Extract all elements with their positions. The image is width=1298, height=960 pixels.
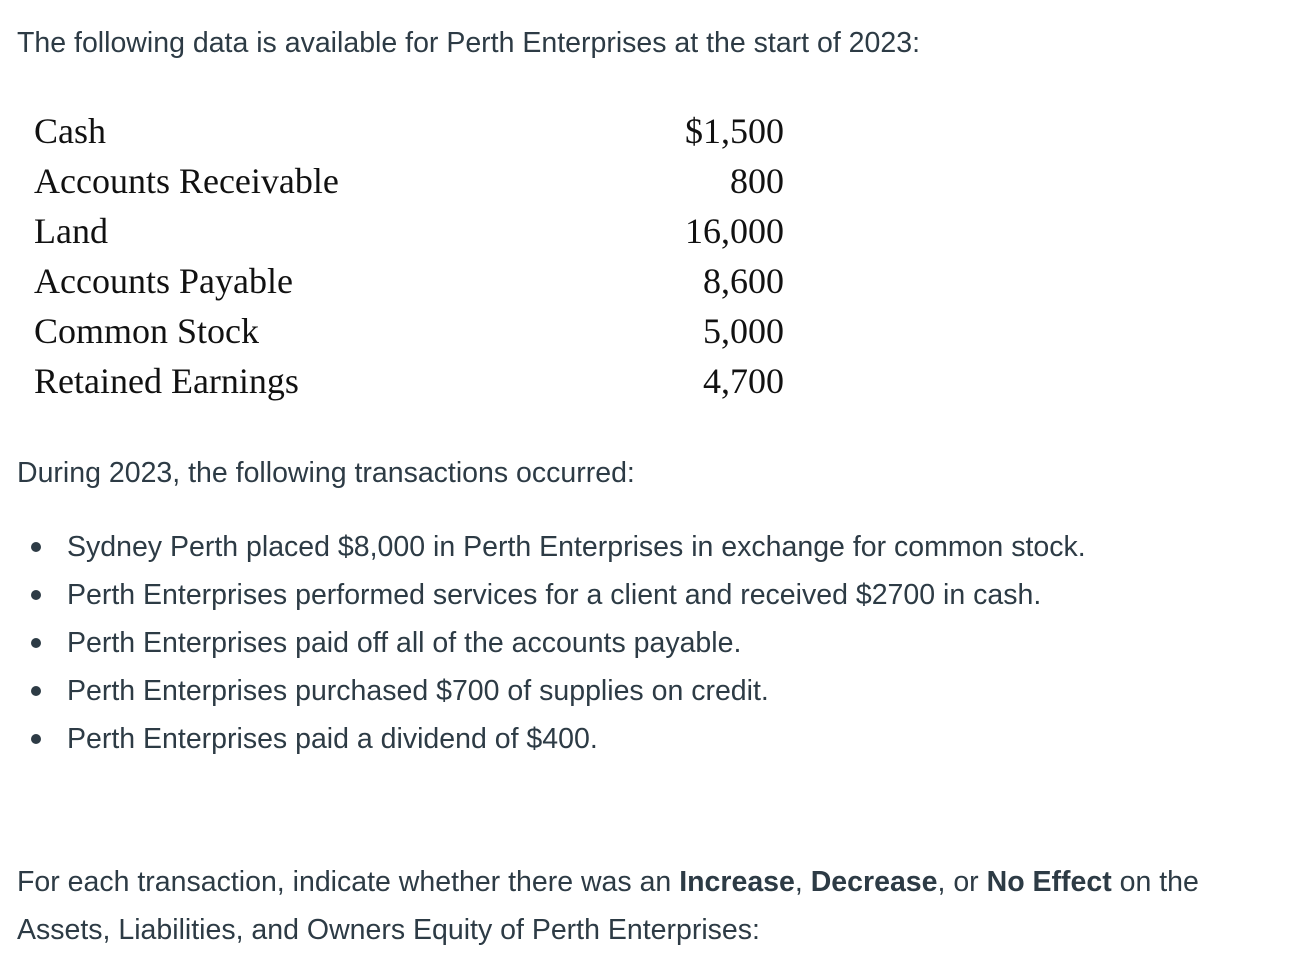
list-item: [0, 715, 1086, 763]
list-item: [0, 619, 1086, 667]
balance-row-cash: [34, 106, 794, 156]
instruction-separator-2: , or: [937, 866, 987, 898]
increase-term: Increase: [679, 866, 795, 898]
bullet-icon: [31, 542, 41, 552]
balance-row-land: [34, 206, 794, 256]
balance-row-common-stock: [34, 306, 794, 356]
bullet-icon: [31, 590, 41, 600]
balance-value: $1,500: [685, 111, 784, 151]
intro-text: The following data is available for Perth Enterprises at the start of 2023:: [17, 27, 920, 59]
balance-value: 16,000: [685, 211, 784, 251]
balance-value: 800: [730, 161, 784, 201]
balance-label: Accounts Receivable: [34, 161, 339, 201]
list-item: [0, 667, 1086, 715]
balance-row-accounts-receivable: [34, 156, 794, 206]
transaction-text: Perth Enterprises performed services for a client and received $2700 in cash.: [67, 579, 1042, 611]
instruction-part-1: For each transaction, indicate whether there was an: [17, 866, 680, 898]
instruction-text: [17, 858, 1287, 954]
transactions-list: [0, 523, 1086, 763]
bullet-icon: [31, 686, 41, 696]
balance-value: 8,600: [703, 261, 784, 301]
list-item: [0, 571, 1086, 619]
opening-balances-table: [34, 106, 794, 406]
balance-value: 4,700: [703, 361, 784, 401]
list-item: [0, 523, 1086, 571]
balance-label: Retained Earnings: [34, 361, 299, 401]
no-effect-term: No Effect: [986, 866, 1112, 898]
balance-label: Cash: [34, 111, 106, 151]
instruction-part-2: on the Assets, Liabilities, and Owners Equity of Perth Enterprises:: [17, 866, 1199, 946]
transactions-heading: During 2023, the following transactions occurred:: [17, 457, 635, 489]
balance-label: Common Stock: [34, 311, 260, 351]
decrease-term: Decrease: [810, 866, 938, 898]
transaction-text: Perth Enterprises paid off all of the accounts payable.: [67, 627, 742, 659]
bullet-icon: [31, 734, 41, 744]
bullet-icon: [31, 638, 41, 648]
balance-row-retained-earnings: [34, 356, 794, 406]
instruction-separator-1: ,: [794, 866, 811, 898]
balance-value: 5,000: [703, 311, 784, 351]
balance-row-accounts-payable: [34, 256, 794, 306]
transaction-text: Sydney Perth placed $8,000 in Perth Enterprises in exchange for common stock.: [67, 531, 1086, 563]
balance-label: Land: [34, 211, 108, 251]
transaction-text: Perth Enterprises paid a dividend of $400.: [67, 723, 598, 755]
transaction-text: Perth Enterprises purchased $700 of supplies on credit.: [67, 675, 769, 707]
balance-label: Accounts Payable: [34, 261, 293, 301]
